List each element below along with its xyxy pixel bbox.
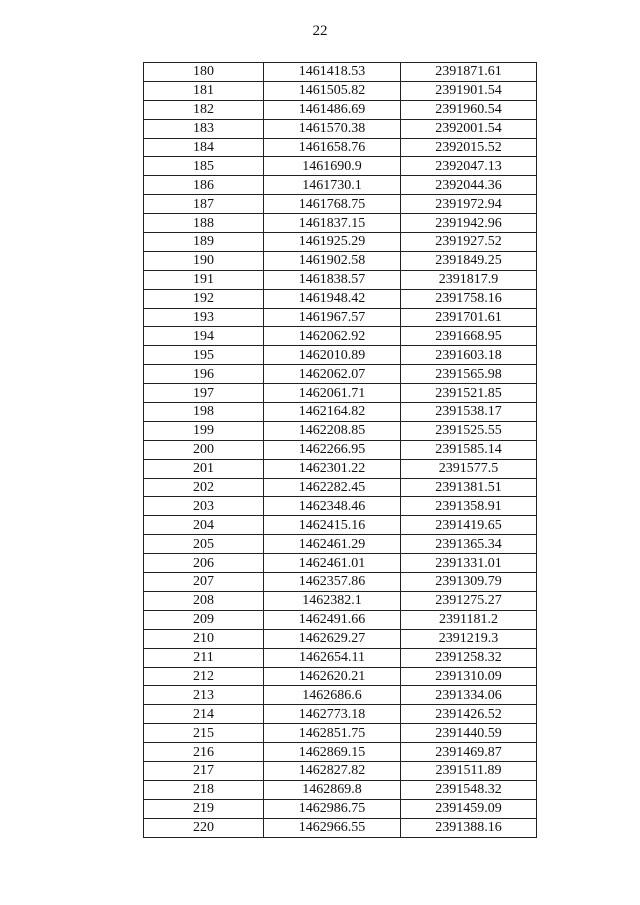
y-coordinate-cell: 2391334.06 [401, 686, 537, 705]
y-coordinate-cell: 2391525.55 [401, 421, 537, 440]
point-number-cell: 211 [144, 648, 264, 667]
table-row [144, 554, 537, 573]
x-coordinate-cell: 1462415.16 [264, 516, 401, 535]
point-number-cell: 194 [144, 327, 264, 346]
coordinates-table [143, 62, 537, 838]
table-row [144, 724, 537, 743]
x-coordinate-cell: 1462208.85 [264, 421, 401, 440]
y-coordinate-cell: 2391381.51 [401, 478, 537, 497]
table-row [144, 686, 537, 705]
y-coordinate-cell: 2391849.25 [401, 251, 537, 270]
point-number-cell: 181 [144, 81, 264, 100]
y-coordinate-cell: 2391419.65 [401, 516, 537, 535]
x-coordinate-cell: 1462062.92 [264, 327, 401, 346]
y-coordinate-cell: 2392001.54 [401, 119, 537, 138]
table-row [144, 270, 537, 289]
y-coordinate-cell: 2391511.89 [401, 761, 537, 780]
y-coordinate-cell: 2391927.52 [401, 233, 537, 252]
x-coordinate-cell: 1462629.27 [264, 629, 401, 648]
x-coordinate-cell: 1462773.18 [264, 705, 401, 724]
point-number-cell: 209 [144, 610, 264, 629]
y-coordinate-cell: 2391577.5 [401, 459, 537, 478]
x-coordinate-cell: 1462461.29 [264, 535, 401, 554]
point-number-cell: 200 [144, 440, 264, 459]
table-row [144, 365, 537, 384]
y-coordinate-cell: 2391565.98 [401, 365, 537, 384]
y-coordinate-cell: 2391469.87 [401, 743, 537, 762]
point-number-cell: 196 [144, 365, 264, 384]
y-coordinate-cell: 2391538.17 [401, 403, 537, 422]
point-number-cell: 193 [144, 308, 264, 327]
point-number-cell: 189 [144, 233, 264, 252]
x-coordinate-cell: 1461505.82 [264, 81, 401, 100]
x-coordinate-cell: 1461418.53 [264, 63, 401, 82]
x-coordinate-cell: 1461925.29 [264, 233, 401, 252]
table-row [144, 743, 537, 762]
page-number: 22 [312, 23, 328, 39]
point-number-cell: 203 [144, 497, 264, 516]
table-row [144, 403, 537, 422]
point-number-cell: 202 [144, 478, 264, 497]
table-row [144, 648, 537, 667]
x-coordinate-cell: 1461768.75 [264, 195, 401, 214]
y-coordinate-cell: 2392015.52 [401, 138, 537, 157]
x-coordinate-cell: 1461486.69 [264, 100, 401, 119]
table-row [144, 516, 537, 535]
x-coordinate-cell: 1461948.42 [264, 289, 401, 308]
y-coordinate-cell: 2391701.61 [401, 308, 537, 327]
point-number-cell: 206 [144, 554, 264, 573]
x-coordinate-cell: 1462301.22 [264, 459, 401, 478]
table-row [144, 573, 537, 592]
table-row [144, 629, 537, 648]
point-number-cell: 199 [144, 421, 264, 440]
x-coordinate-cell: 1462164.82 [264, 403, 401, 422]
x-coordinate-cell: 1461837.15 [264, 214, 401, 233]
point-number-cell: 201 [144, 459, 264, 478]
point-number-cell: 217 [144, 761, 264, 780]
point-number-cell: 220 [144, 818, 264, 837]
y-coordinate-cell: 2391585.14 [401, 440, 537, 459]
y-coordinate-cell: 2391548.32 [401, 780, 537, 799]
point-number-cell: 187 [144, 195, 264, 214]
y-coordinate-cell: 2391331.01 [401, 554, 537, 573]
point-number-cell: 183 [144, 119, 264, 138]
x-coordinate-cell: 1462851.75 [264, 724, 401, 743]
y-coordinate-cell: 2391358.91 [401, 497, 537, 516]
table-row [144, 119, 537, 138]
y-coordinate-cell: 2391365.34 [401, 535, 537, 554]
x-coordinate-cell: 1462686.6 [264, 686, 401, 705]
y-coordinate-cell: 2391901.54 [401, 81, 537, 100]
x-coordinate-cell: 1462461.01 [264, 554, 401, 573]
x-coordinate-cell: 1462010.89 [264, 346, 401, 365]
x-coordinate-cell: 1461902.58 [264, 251, 401, 270]
y-coordinate-cell: 2391603.18 [401, 346, 537, 365]
point-number-cell: 210 [144, 629, 264, 648]
y-coordinate-cell: 2391817.9 [401, 270, 537, 289]
table-row [144, 308, 537, 327]
point-number-cell: 216 [144, 743, 264, 762]
table-row [144, 138, 537, 157]
y-coordinate-cell: 2391258.32 [401, 648, 537, 667]
point-number-cell: 188 [144, 214, 264, 233]
point-number-cell: 212 [144, 667, 264, 686]
point-number-cell: 204 [144, 516, 264, 535]
table-row [144, 157, 537, 176]
point-number-cell: 192 [144, 289, 264, 308]
y-coordinate-cell: 2391459.09 [401, 799, 537, 818]
table-row [144, 195, 537, 214]
table-row [144, 610, 537, 629]
y-coordinate-cell: 2391426.52 [401, 705, 537, 724]
point-number-cell: 182 [144, 100, 264, 119]
table-row [144, 233, 537, 252]
x-coordinate-cell: 1462869.15 [264, 743, 401, 762]
x-coordinate-cell: 1462869.8 [264, 780, 401, 799]
x-coordinate-cell: 1462827.82 [264, 761, 401, 780]
y-coordinate-cell: 2391758.16 [401, 289, 537, 308]
point-number-cell: 190 [144, 251, 264, 270]
table-row [144, 289, 537, 308]
table-row [144, 459, 537, 478]
x-coordinate-cell: 1462282.45 [264, 478, 401, 497]
table-row [144, 176, 537, 195]
point-number-cell: 180 [144, 63, 264, 82]
y-coordinate-cell: 2391440.59 [401, 724, 537, 743]
x-coordinate-cell: 1461838.57 [264, 270, 401, 289]
point-number-cell: 205 [144, 535, 264, 554]
y-coordinate-cell: 2391942.96 [401, 214, 537, 233]
table-row [144, 667, 537, 686]
x-coordinate-cell: 1462348.46 [264, 497, 401, 516]
y-coordinate-cell: 2391309.79 [401, 573, 537, 592]
table-row [144, 780, 537, 799]
table-row [144, 81, 537, 100]
point-number-cell: 219 [144, 799, 264, 818]
point-number-cell: 184 [144, 138, 264, 157]
y-coordinate-cell: 2392044.36 [401, 176, 537, 195]
point-number-cell: 186 [144, 176, 264, 195]
coordinates-table-body [144, 63, 537, 838]
x-coordinate-cell: 1461570.38 [264, 119, 401, 138]
y-coordinate-cell: 2391521.85 [401, 384, 537, 403]
y-coordinate-cell: 2391960.54 [401, 100, 537, 119]
x-coordinate-cell: 1461690.9 [264, 157, 401, 176]
y-coordinate-cell: 2391219.3 [401, 629, 537, 648]
table-row [144, 818, 537, 837]
x-coordinate-cell: 1462357.86 [264, 573, 401, 592]
table-row [144, 63, 537, 82]
x-coordinate-cell: 1462986.75 [264, 799, 401, 818]
x-coordinate-cell: 1462062.07 [264, 365, 401, 384]
point-number-cell: 195 [144, 346, 264, 365]
x-coordinate-cell: 1461658.76 [264, 138, 401, 157]
point-number-cell: 191 [144, 270, 264, 289]
x-coordinate-cell: 1462620.21 [264, 667, 401, 686]
point-number-cell: 214 [144, 705, 264, 724]
y-coordinate-cell: 2392047.13 [401, 157, 537, 176]
table-row [144, 214, 537, 233]
y-coordinate-cell: 2391310.09 [401, 667, 537, 686]
y-coordinate-cell: 2391388.16 [401, 818, 537, 837]
table-row [144, 384, 537, 403]
x-coordinate-cell: 1462966.55 [264, 818, 401, 837]
table-row [144, 327, 537, 346]
table-row [144, 346, 537, 365]
y-coordinate-cell: 2391181.2 [401, 610, 537, 629]
x-coordinate-cell: 1461730.1 [264, 176, 401, 195]
y-coordinate-cell: 2391275.27 [401, 591, 537, 610]
x-coordinate-cell: 1462266.95 [264, 440, 401, 459]
table-row [144, 478, 537, 497]
y-coordinate-cell: 2391668.95 [401, 327, 537, 346]
table-row [144, 497, 537, 516]
point-number-cell: 185 [144, 157, 264, 176]
table-row [144, 100, 537, 119]
x-coordinate-cell: 1461967.57 [264, 308, 401, 327]
point-number-cell: 218 [144, 780, 264, 799]
point-number-cell: 208 [144, 591, 264, 610]
y-coordinate-cell: 2391972.94 [401, 195, 537, 214]
y-coordinate-cell: 2391871.61 [401, 63, 537, 82]
table-row [144, 440, 537, 459]
point-number-cell: 207 [144, 573, 264, 592]
point-number-cell: 198 [144, 403, 264, 422]
point-number-cell: 197 [144, 384, 264, 403]
table-row [144, 251, 537, 270]
table-row [144, 799, 537, 818]
table-row [144, 421, 537, 440]
table-row [144, 535, 537, 554]
x-coordinate-cell: 1462654.11 [264, 648, 401, 667]
x-coordinate-cell: 1462061.71 [264, 384, 401, 403]
point-number-cell: 213 [144, 686, 264, 705]
x-coordinate-cell: 1462491.66 [264, 610, 401, 629]
x-coordinate-cell: 1462382.1 [264, 591, 401, 610]
table-row [144, 705, 537, 724]
table-row [144, 761, 537, 780]
point-number-cell: 215 [144, 724, 264, 743]
table-row [144, 591, 537, 610]
